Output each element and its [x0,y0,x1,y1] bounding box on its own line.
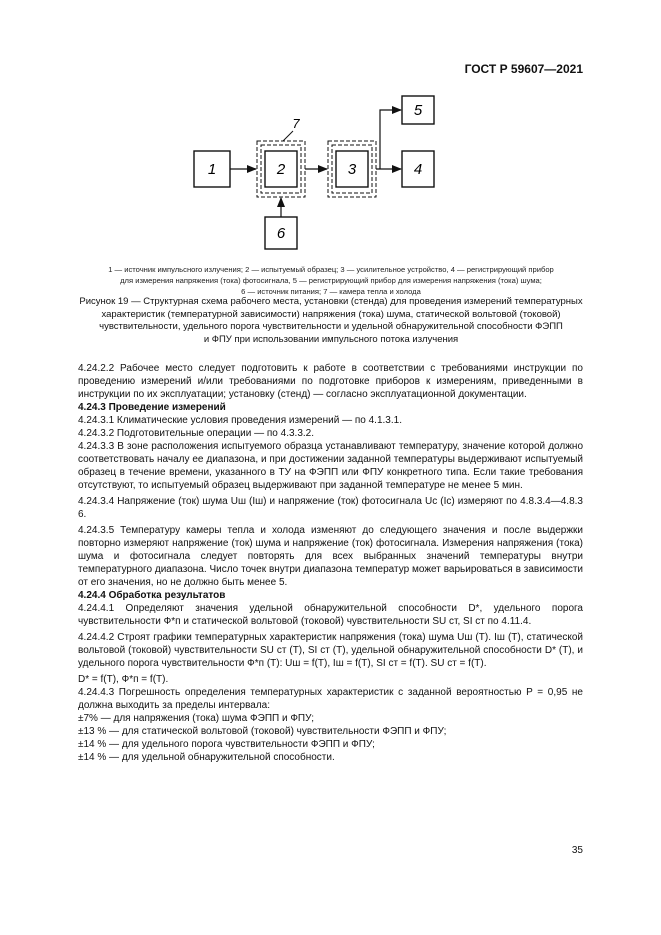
figure-caption [44,296,618,346]
block-5-label: 5 [413,102,423,119]
block-6-label: 6 [276,225,286,242]
block-2-label: 2 [276,161,286,178]
chamber-7-leader [283,131,293,141]
list-item: ±13 % — для статической вольтовой (токовой) чувствительности ФЭПП и ФПУ; [78,726,447,737]
block-diagram [0,0,661,260]
document-body [78,362,583,764]
chamber-7-label: 7 [292,116,300,131]
paragraph-4-24-4-2-cont: D* = f(T), Ф*п = f(T). [78,674,169,685]
paragraph-4-24-3-5: 4.24.3.5 Температуру камеры тепла и холода изменяют до следующего значения и после выдержки повторно измеряют напряжение (ток) шума и напряжение (ток) фотосигнала. Измерения напряжения (тока) шума и фотосигнала следует повторять для всех выбранных значений температуры внутри температурного диапазона. Число точек внутри диапазона температур может варьироваться в зависимости от его значения, но не должно быть менее 5. [78,525,583,588]
block-1-label: 1 [207,161,217,178]
caption-line: Рисунок 19 — Структурная схема рабочего места, установки (стенда) для проведения измерений температурных [79,296,583,307]
legend-line: 6 — источник питания; 7 — камера тепла и холода [241,287,421,296]
figure-legend [48,264,614,297]
page-number: 35 [571,845,583,856]
heading-4-24-4: 4.24.4 Обработка результатов [78,590,226,601]
legend-line: 1 — источник импульсного излучения; 2 — испытуемый образец; 3 — усилительное устройство, 4 — регистрирующий прибор [108,265,554,274]
paragraph-4-24-4-3: 4.24.4.3 Погрешность определения температурных характеристик с заданной вероятностью P = 0,95 не должна выходить за пределы интервала: [78,687,583,711]
heading-4-24-3: 4.24.3 Проведение измерений [78,402,226,413]
paragraph-4-24-3-4: 4.24.3.4 Напряжение (ток) шума Uш (Iш) и напряжение (ток) фотосигнала Uс (Iс) измеряют по 4.8.3.4—4.8.3 6. [78,496,583,520]
document-standard-header: ГОСТ Р 59607—2021 [464,62,583,76]
paragraph-4-24-4-2: 4.24.4.2 Строят графики температурных характеристик напряжения (тока) шума Uш (T). Iш (T), статической вольтовой (токовой) чувствительности SU ст (T), SI ст (T), удельной обнаружительной способности D* (T), и удельного порога чувствительности Ф*п (T): Uш = f(T), Iш = f(T), SI ст = f(T). SU ст = f(T). [78,632,583,669]
caption-line: чувствительности, удельного порога чувствительности и удельной обнаружительной способности ФЭПП [99,321,563,332]
block-3-label: 3 [347,161,357,178]
paragraph-4-24-2-2: 4.24.2.2 Рабочее место следует подготовить к работе в соответствии с требованиями инструкции по проведению измерений и/или требованиями по подготовке приборов к измерениям, приведенными в инструкции по их эксплуатации; установку (стенд) — согласно эксплуатационной документации. [78,363,583,400]
list-item: ±14 % — для удельной обнаружительной способности. [78,752,335,763]
paragraph-4-24-3-1: 4.24.3.1 Климатические условия проведения измерений — по 4.1.3.1. [78,415,402,426]
arrow-3-to-5 [380,110,401,169]
legend-line: для измерения напряжения (тока) фотосигнала, 5 — регистрирующий прибор для измерения напряжения (тока) шума; [120,276,542,285]
caption-line: и ФПУ при использовании импульсного потока излучения [203,333,459,345]
list-item: ±7% — для напряжения (тока) шума ФЭПП и ФПУ; [78,713,315,724]
paragraph-4-24-4-1: 4.24.4.1 Определяют значения удельной обнаружительной способности D*, удельного порога чувствительности Ф*п и статической вольтовой (токовой) чувствительности SU ст, SI ст по 4.11.4. [78,603,583,627]
caption-line: характеристик (температурной зависимости) напряжения (тока) шума, статической вольтовой (токовой) [101,308,561,320]
paragraph-4-24-3-3: 4.24.3.3 В зоне расположения испытуемого образца устанавливают температуру, значение которой должно соответствовать началу ее диапазона, и при достижении заданной температуры выдерживают испытуемый образец в течение времени, указанного в ТУ на ФЭПП или ФПУ конкретного типа. Если такие требования отсутствуют, то испытуемый образец выдерживают при заданной температуре не менее 5 мин. [78,441,583,491]
paragraph-4-24-3-2: 4.24.3.2 Подготовительные операции — по 4.3.3.2. [78,428,315,439]
block-4-label: 4 [413,161,423,178]
list-item: ±14 % — для удельного порога чувствительности ФЭПП и ФПУ; [78,739,375,750]
